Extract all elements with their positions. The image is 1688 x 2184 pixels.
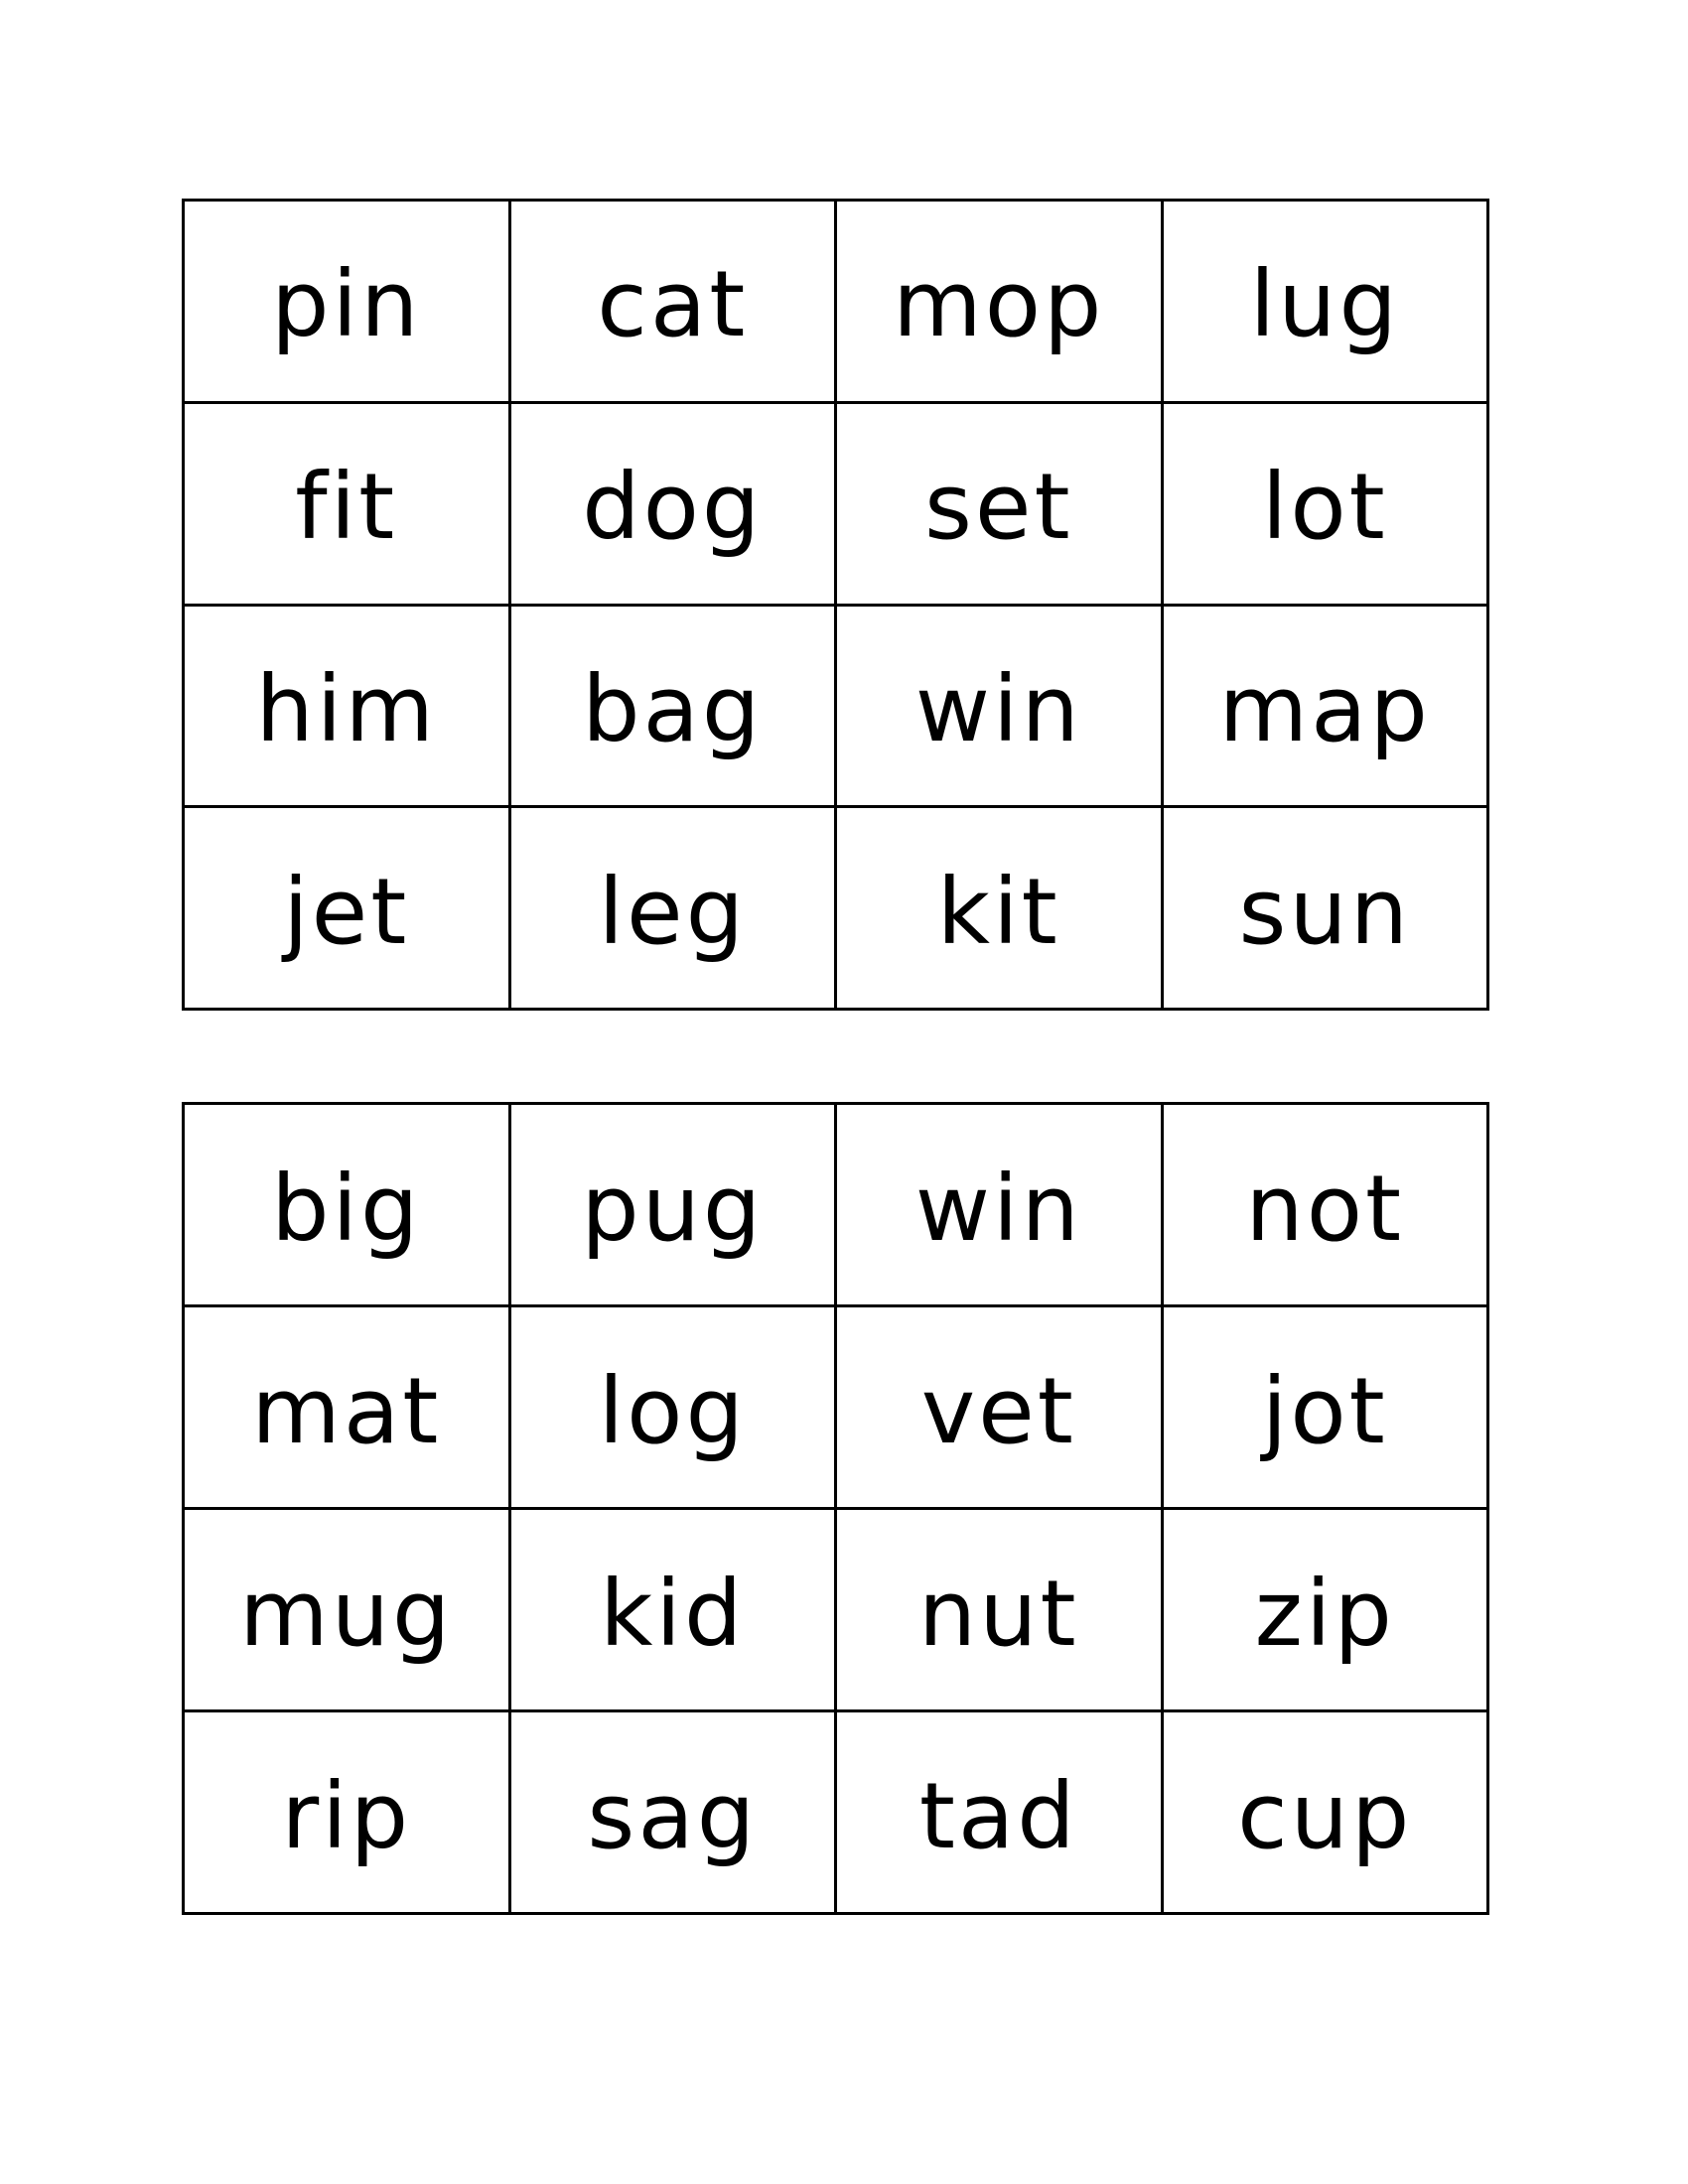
word-cell: cat (509, 201, 836, 403)
word-cell: cup (1162, 1711, 1488, 1914)
word-cell: bag (509, 605, 836, 807)
word-cell: him (184, 605, 510, 807)
word-cell: vet (836, 1306, 1163, 1509)
word-cell: dog (509, 402, 836, 605)
word-cell: lot (1162, 402, 1488, 605)
word-cell: jet (184, 807, 510, 1010)
word-cell: pug (509, 1104, 836, 1306)
word-cell: win (836, 605, 1163, 807)
word-cell: log (509, 1306, 836, 1509)
table-row (184, 1711, 1488, 1914)
word-grid-bottom (182, 1102, 1489, 1915)
table-row (184, 1104, 1488, 1306)
word-cell: big (184, 1104, 510, 1306)
table-row (184, 1509, 1488, 1711)
table-row (184, 807, 1488, 1010)
word-cell: nut (836, 1509, 1163, 1711)
word-cell: jot (1162, 1306, 1488, 1509)
word-cell: win (836, 1104, 1163, 1306)
word-cell: zip (1162, 1509, 1488, 1711)
word-cell: kit (836, 807, 1163, 1010)
word-cell: mat (184, 1306, 510, 1509)
word-cell: mug (184, 1509, 510, 1711)
table-row (184, 605, 1488, 807)
word-cell: not (1162, 1104, 1488, 1306)
word-cell: lug (1162, 201, 1488, 403)
word-cell: rip (184, 1711, 510, 1914)
word-cell: set (836, 402, 1163, 605)
word-cell: map (1162, 605, 1488, 807)
word-cell: kid (509, 1509, 836, 1711)
table-row (184, 1306, 1488, 1509)
word-cell: tad (836, 1711, 1163, 1914)
table-row (184, 201, 1488, 403)
word-cell: pin (184, 201, 510, 403)
word-cell: leg (509, 807, 836, 1010)
word-cell: sag (509, 1711, 836, 1914)
table-row (184, 402, 1488, 605)
word-cell: fit (184, 402, 510, 605)
word-cell: sun (1162, 807, 1488, 1010)
word-cell: mop (836, 201, 1163, 403)
word-grid-top (182, 199, 1489, 1011)
